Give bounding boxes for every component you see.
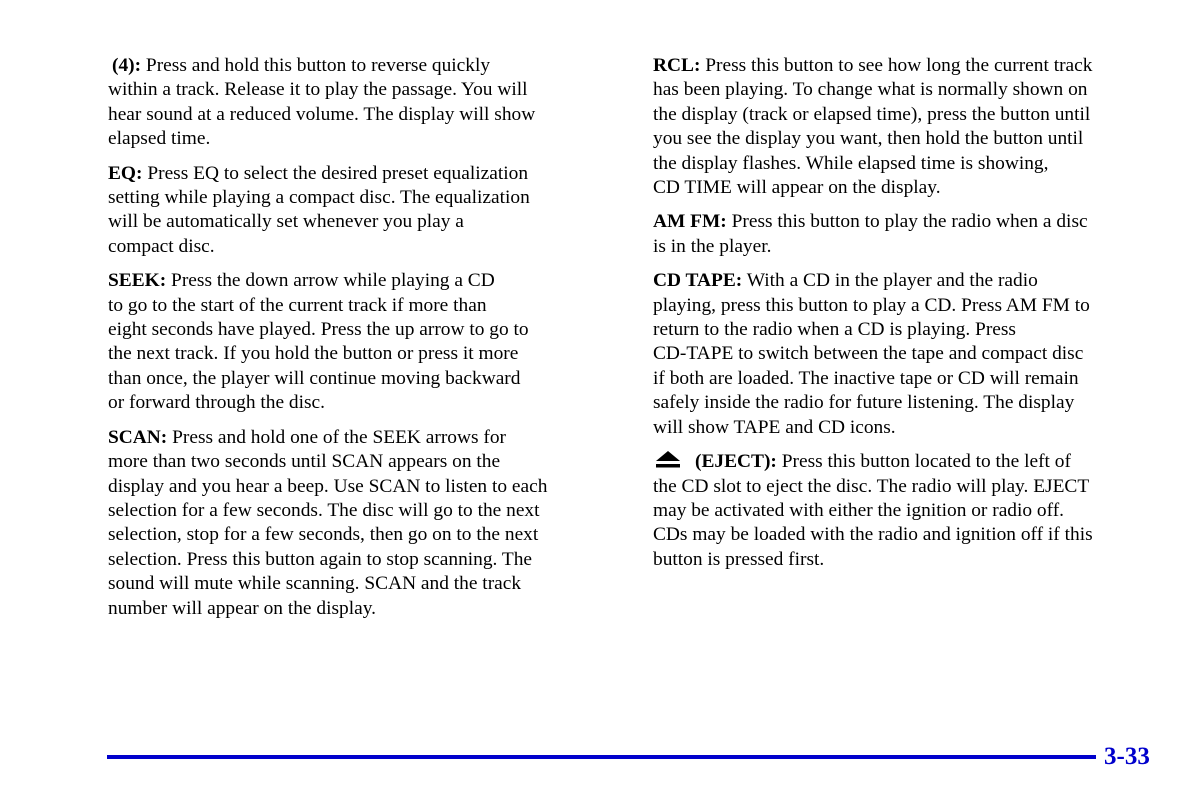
entry-text-line: you see the display you want, then hold the button until bbox=[653, 128, 1084, 150]
entry-text-line: return to the radio when a CD is playing. Press bbox=[653, 319, 1016, 341]
footer-rule bbox=[107, 755, 1096, 759]
entry-text-line: playing, press this button to play a CD. Press AM FM to bbox=[653, 294, 1090, 316]
entry-seek bbox=[108, 269, 613, 415]
entry-cd-tape bbox=[653, 269, 1163, 440]
entry-term: SEEK: bbox=[108, 270, 167, 292]
left-column bbox=[108, 54, 613, 631]
entry-text-line: CDs may be loaded with the radio and ignition off if this bbox=[653, 524, 1093, 546]
entry-text-line: sound will mute while scanning. SCAN and the track bbox=[108, 573, 522, 595]
entry-text-line: to go to the start of the current track if more than bbox=[108, 294, 487, 316]
entry-text-line: Press this button to see how long the current track bbox=[700, 55, 1093, 76]
entry-text-line: the next track. If you hold the button or press it more bbox=[108, 343, 519, 365]
entry-text-line: display and you hear a beep. Use SCAN to listen to each bbox=[108, 475, 548, 497]
entry-text-line: CD TIME will appear on the display. bbox=[653, 177, 941, 199]
entry-text-line: is in the player. bbox=[653, 235, 772, 257]
entry-text-line: Press this button to play the radio when a disc bbox=[726, 211, 1088, 233]
entry-text-line: eight seconds have played. Press the up arrow to go to bbox=[108, 319, 529, 341]
entry-text-line: or forward through the disc. bbox=[108, 392, 326, 414]
entry-text-line: selection. Press this button again to stop scanning. The bbox=[108, 548, 533, 570]
entry-term: EQ: bbox=[108, 162, 143, 184]
entry-text-line: CD-TAPE to switch between the tape and compact disc bbox=[653, 343, 1084, 365]
entry-eject bbox=[653, 450, 1163, 572]
entry-term: RCL: bbox=[653, 55, 701, 76]
entry-term: CD TAPE: bbox=[653, 270, 743, 292]
entry-eq bbox=[108, 162, 613, 260]
eject-icon bbox=[655, 451, 681, 467]
entry-text-line: if both are loaded. The inactive tape or CD will remain bbox=[653, 367, 1079, 389]
entry-text-line: Press and hold this button to reverse quickly bbox=[141, 55, 491, 76]
entry-text-line: the display flashes. While elapsed time is showing, bbox=[653, 152, 1049, 174]
entry-text-line: With a CD in the player and the radio bbox=[742, 270, 1038, 292]
entry-term: (4): bbox=[112, 55, 142, 76]
entry-text-line: the CD slot to eject the disc. The radio will play. EJECT bbox=[653, 475, 1090, 497]
entry-am-fm bbox=[653, 210, 1163, 259]
entry-text-line: elapsed time. bbox=[108, 128, 211, 150]
entry-text-line: compact disc. bbox=[108, 235, 215, 257]
entry-text-line: within a track. Release it to play the passage. You will bbox=[108, 79, 528, 101]
entry-text-line: will show TAPE and CD icons. bbox=[653, 416, 896, 438]
entry-text-line: will be automatically set whenever you play a bbox=[108, 211, 464, 233]
entry-text-line: the display (track or elapsed time), press the button until bbox=[653, 103, 1091, 125]
entry-text-line: than once, the player will continue moving backward bbox=[108, 367, 521, 389]
entry-term: (EJECT): bbox=[695, 451, 777, 473]
entry-text-line: Press EQ to select the desired preset equalization bbox=[142, 162, 529, 184]
entry-term: SCAN: bbox=[108, 426, 168, 448]
entry-text-line: selection, stop for a few seconds, then go on to the next bbox=[108, 524, 539, 546]
right-column bbox=[653, 54, 1163, 582]
entry-text-line: number will appear on the display. bbox=[108, 597, 376, 619]
entry-4 bbox=[108, 54, 613, 152]
entry-text-line: selection for a few seconds. The disc will go to the next bbox=[108, 499, 540, 521]
entry-text-line: Press and hold one of the SEEK arrows for bbox=[167, 426, 506, 448]
entry-scan bbox=[108, 426, 613, 621]
entry-text-line: may be activated with either the ignition or radio off. bbox=[653, 499, 1065, 521]
page-number: 3-33 bbox=[1104, 743, 1150, 770]
entry-text-line: button is pressed first. bbox=[653, 548, 825, 570]
entry-text-line: more than two seconds until SCAN appears on the bbox=[108, 451, 501, 473]
entry-text-line: has been playing. To change what is normally shown on bbox=[653, 79, 1088, 101]
entry-rcl bbox=[653, 54, 1163, 200]
entry-text-line: Press this button located to the left of bbox=[776, 451, 1071, 473]
entry-text-line: Press the down arrow while playing a CD bbox=[166, 270, 495, 292]
entry-text-line: safely inside the radio for future listening. The display bbox=[653, 392, 1075, 414]
entry-text-line: setting while playing a compact disc. The equalization bbox=[108, 187, 530, 209]
entry-text-line: hear sound at a reduced volume. The display will show bbox=[108, 103, 536, 125]
entry-term: AM FM: bbox=[653, 211, 727, 233]
